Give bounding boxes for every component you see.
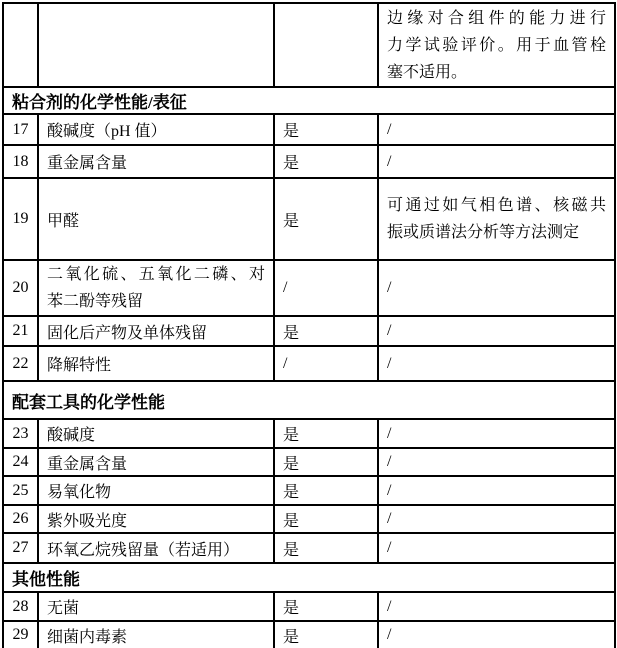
table-row xyxy=(3,178,615,260)
remark-line: 边缘对合组件的能力进行 xyxy=(387,9,606,27)
table-row xyxy=(3,145,615,178)
cell-no: 17 xyxy=(3,114,38,145)
cell-remark: / xyxy=(378,533,615,563)
cell-remark: / xyxy=(378,114,615,145)
cell-remark: / xyxy=(378,145,615,178)
cell-no: 18 xyxy=(3,145,38,178)
section-header: 粘合剂的化学性能/表征 xyxy=(3,87,615,114)
cell-remark: / xyxy=(378,419,615,448)
table-row xyxy=(3,114,615,145)
table-row xyxy=(3,621,615,648)
cell-item: 易氧化物 xyxy=(38,476,274,505)
remark-line: 可通过如气相色谱、核磁共 xyxy=(387,197,606,214)
cell-item xyxy=(38,3,274,87)
cell-remark: / xyxy=(378,592,615,621)
cell-required: / xyxy=(274,260,378,316)
cell-no: 21 xyxy=(3,316,38,346)
cell-remark: / xyxy=(378,260,615,316)
item-line: 二氧化硫、五氧化二磷、对 xyxy=(47,266,265,283)
item-line: 苯二酚等残留 xyxy=(47,293,144,310)
cell-remark: / xyxy=(378,346,615,381)
table-row xyxy=(3,533,615,563)
cell-item: 细菌内毒素 xyxy=(38,621,274,648)
cell-item: 酸碱度 xyxy=(38,419,274,448)
cell-item: 紫外吸光度 xyxy=(38,505,274,533)
remark-line: 力学试验评价。用于血管栓 xyxy=(387,36,606,54)
cell-required: 是 xyxy=(274,448,378,476)
cell-no: 25 xyxy=(3,476,38,505)
table-row xyxy=(3,448,615,476)
cell-no: 19 xyxy=(3,178,38,260)
cell-item: 环氧乙烷残留量（若适用） xyxy=(38,533,274,563)
cell-no: 29 xyxy=(3,621,38,648)
cell-remark: / xyxy=(378,621,615,648)
table-row xyxy=(3,419,615,448)
cell-required: 是 xyxy=(274,178,378,260)
cell-item: 酸碱度（pH 值） xyxy=(38,114,274,145)
cell-remark xyxy=(378,178,615,260)
cell-required: 是 xyxy=(274,476,378,505)
cell-required: 是 xyxy=(274,145,378,178)
cell-remark: / xyxy=(378,316,615,346)
cell-no: 24 xyxy=(3,448,38,476)
cell-item: 甲醛 xyxy=(38,178,274,260)
cell-no: 20 xyxy=(3,260,38,316)
cell-no: 27 xyxy=(3,533,38,563)
section-row xyxy=(3,381,615,419)
cell-required: 是 xyxy=(274,114,378,145)
table-row xyxy=(3,505,615,533)
cell-required: / xyxy=(274,346,378,381)
cell-no: 28 xyxy=(3,592,38,621)
cell-no: 23 xyxy=(3,419,38,448)
table-row xyxy=(3,260,615,316)
remark-line: 塞不适用。 xyxy=(387,63,468,81)
cell-required: 是 xyxy=(274,621,378,648)
cell-item: 重金属含量 xyxy=(38,145,274,178)
cell-no xyxy=(3,3,38,87)
cell-item: 固化后产物及单体残留 xyxy=(38,316,274,346)
table-row xyxy=(3,476,615,505)
table-row xyxy=(3,316,615,346)
section-row xyxy=(3,563,615,592)
remark-line: 振或质谱法分析等方法测定 xyxy=(387,224,580,241)
section-header: 配套工具的化学性能 xyxy=(3,381,615,419)
table-row xyxy=(3,346,615,381)
cell-required: 是 xyxy=(274,316,378,346)
table-row xyxy=(3,592,615,621)
performance-requirements-table xyxy=(2,2,616,648)
cell-required: 是 xyxy=(274,419,378,448)
cell-remark xyxy=(378,3,615,87)
cell-remark: / xyxy=(378,476,615,505)
cell-remark: / xyxy=(378,448,615,476)
cell-no: 26 xyxy=(3,505,38,533)
cell-remark: / xyxy=(378,505,615,533)
cell-required xyxy=(274,3,378,87)
cell-required: 是 xyxy=(274,505,378,533)
cell-required: 是 xyxy=(274,592,378,621)
cell-item: 重金属含量 xyxy=(38,448,274,476)
cell-item: 无菌 xyxy=(38,592,274,621)
cell-no: 22 xyxy=(3,346,38,381)
section-row xyxy=(3,87,615,114)
cell-item xyxy=(38,260,274,316)
section-header: 其他性能 xyxy=(3,563,615,592)
cell-required: 是 xyxy=(274,533,378,563)
table-row-continuation xyxy=(3,3,615,87)
cell-item: 降解特性 xyxy=(38,346,274,381)
